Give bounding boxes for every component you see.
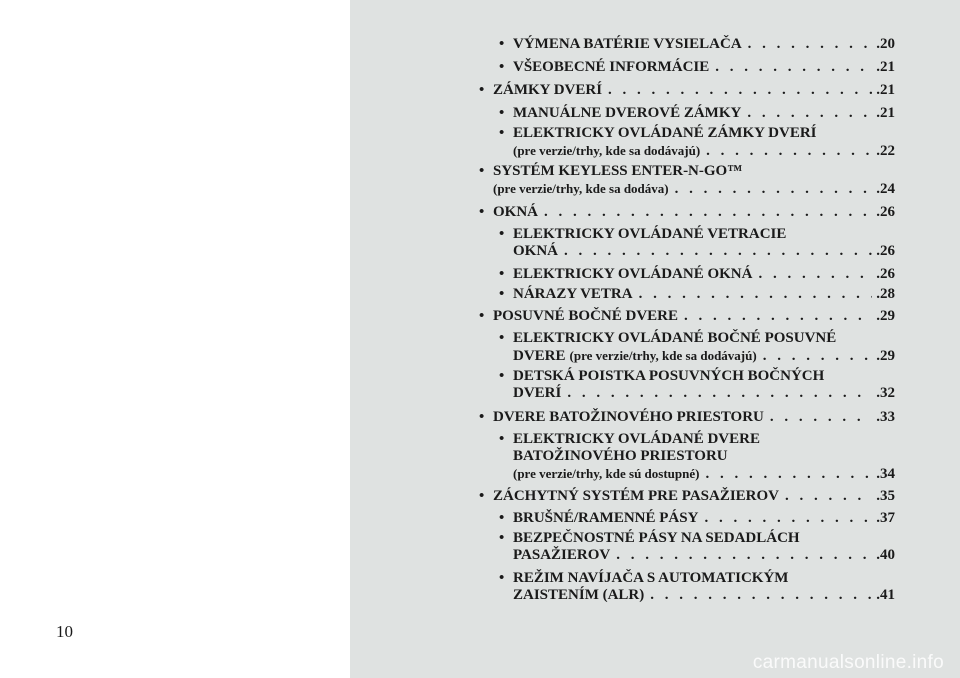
dot-leader (785, 488, 872, 505)
toc-page-number: .21 (876, 59, 895, 75)
toc-entry-passenger-seat-belts[interactable] (499, 530, 895, 564)
toc-page-number: .21 (876, 105, 895, 121)
toc-subtitle: (pre verzie/trhy, kde sa dodávajú) (513, 143, 701, 158)
dot-leader (639, 286, 873, 303)
toc-page-number: .20 (876, 36, 895, 52)
toc-title: ELEKTRICKY OVLÁDANÉ ZÁMKY DVERÍ (513, 125, 817, 141)
dot-leader (684, 308, 872, 325)
toc-title: DVERE BATOŽINOVÉHO PRIESTORU (493, 409, 764, 425)
toc-page-number: .33 (876, 409, 895, 425)
toc-title: ZÁCHYTNÝ SYSTÉM PRE PASAŽIEROV (493, 488, 780, 504)
toc-page-number: .21 (876, 82, 895, 98)
toc-entry-power-liftgate[interactable] (499, 431, 895, 483)
toc-title: BEZPEČNOSTNÉ PÁSY NA SEDADLÁCH (513, 530, 800, 546)
toc-title-continued: DVERÍ (513, 385, 562, 401)
bullet: • (499, 570, 505, 586)
toc-title: DETSKÁ POISTKA POSUVNÝCH BOČNÝCH (513, 368, 825, 384)
toc-title: POSUVNÉ BOČNÉ DVERE (493, 308, 679, 324)
dot-leader (706, 143, 872, 160)
toc-title: ELEKTRICKY OVLÁDANÉ DVERE (513, 431, 760, 447)
toc-title: ELEKTRICKY OVLÁDANÉ VETRACIE (513, 226, 787, 242)
watermark: carmanualsonline.info (752, 652, 944, 673)
bullet: • (499, 431, 505, 447)
toc-entry-battery-replacement[interactable] (499, 36, 895, 53)
toc-title: BRUŠNÉ/RAMENNÉ PÁSY (513, 510, 699, 526)
toc-title-continued: DVERE (513, 348, 566, 364)
bullet: • (499, 226, 505, 242)
dot-leader (608, 82, 872, 99)
dot-leader (770, 409, 872, 426)
dot-leader (747, 105, 872, 122)
toc-subtitle: (pre verzie/trhy, kde sú dostupné) (513, 466, 700, 481)
toc-page-number: .26 (876, 243, 895, 259)
toc-title: ELEKTRICKY OVLÁDANÉ BOČNÉ POSUVNÉ (513, 330, 837, 346)
toc-title: ELEKTRICKY OVLÁDANÉ OKNÁ (513, 266, 753, 282)
dot-leader (567, 385, 872, 402)
toc-entry-automatic-locking-retractor[interactable] (499, 570, 895, 604)
toc-title: OKNÁ (493, 204, 538, 220)
bullet: • (499, 105, 505, 121)
dot-leader (564, 243, 872, 260)
bullet: • (479, 308, 485, 324)
toc-page-number: .24 (876, 181, 895, 197)
toc-page-number: .41 (876, 587, 895, 603)
dot-leader (675, 181, 873, 198)
bullet: • (499, 36, 505, 52)
toc-entry-occupant-restraints[interactable] (479, 488, 895, 505)
toc-entry-power-windows[interactable] (499, 266, 895, 283)
toc-subtitle: (pre verzie/trhy, kde sa dodávajú) (569, 348, 757, 363)
bullet: • (499, 59, 505, 75)
toc-title: NÁRAZY VETRA (513, 286, 633, 302)
toc-page-number: .29 (876, 348, 895, 364)
toc-title: REŽIM NAVÍJAČA S AUTOMATICKÝM (513, 570, 789, 586)
toc-title: MANUÁLNE DVEROVÉ ZÁMKY (513, 105, 742, 121)
toc-entry-power-door-locks[interactable] (499, 125, 895, 160)
dot-leader (544, 204, 872, 221)
bullet: • (499, 266, 505, 282)
toc-page-number: .28 (876, 286, 895, 302)
toc-page-number: .32 (876, 385, 895, 401)
toc-entry-windows[interactable] (479, 204, 895, 221)
dot-leader (704, 510, 872, 527)
dot-leader (616, 547, 872, 564)
bullet: • (499, 368, 505, 384)
right-page (350, 0, 960, 678)
toc-title: ZÁMKY DVERÍ (493, 82, 603, 98)
table-of-contents (350, 0, 960, 678)
toc-page-number: .22 (876, 143, 895, 159)
bullet: • (479, 409, 485, 425)
toc-page-number: .26 (876, 204, 895, 220)
dot-leader (763, 348, 873, 365)
left-page (0, 0, 350, 678)
toc-entry-door-locks[interactable] (479, 82, 895, 99)
toc-title-continued: OKNÁ (513, 243, 558, 259)
bullet: • (499, 286, 505, 302)
dot-leader (650, 587, 872, 604)
toc-entry-general-info[interactable] (499, 59, 895, 76)
dot-leader (748, 36, 873, 53)
bullet: • (499, 530, 505, 546)
toc-title-continued: ZAISTENÍM (ALR) (513, 587, 645, 603)
toc-entry-power-sliding-doors[interactable] (499, 330, 895, 365)
bullet: • (479, 488, 485, 504)
bullet: • (499, 125, 505, 141)
toc-entry-sliding-side-doors[interactable] (479, 308, 895, 325)
toc-entry-lap-shoulder-belts[interactable] (499, 510, 895, 527)
toc-page-number: .37 (876, 510, 895, 526)
bullet: • (479, 82, 485, 98)
bullet: • (479, 204, 485, 220)
toc-page-number: .26 (876, 266, 895, 282)
toc-page-number: .29 (876, 308, 895, 324)
bullet: • (479, 163, 485, 179)
toc-entry-liftgate[interactable] (479, 409, 895, 426)
toc-title-continued: PASAŽIEROV (513, 547, 611, 563)
page-number: 10 (56, 622, 73, 641)
bullet: • (499, 510, 505, 526)
toc-title: SYSTÉM KEYLESS ENTER-N-GO™ (493, 163, 743, 179)
toc-title-continued: BATOŽINOVÉHO PRIESTORU (513, 448, 728, 464)
toc-page-number: .34 (876, 466, 895, 482)
toc-entry-power-vent-windows[interactable] (499, 226, 895, 260)
toc-page-number: .40 (876, 547, 895, 563)
toc-title: VŠEOBECNÉ INFORMÁCIE (513, 59, 710, 75)
toc-entry-keyless-enter-n-go[interactable] (479, 163, 895, 198)
toc-entry-wind-buffeting[interactable] (499, 286, 895, 303)
toc-entry-manual-door-locks[interactable] (499, 105, 895, 122)
toc-page-number: .35 (876, 488, 895, 504)
toc-subtitle: (pre verzie/trhy, kde sa dodáva) (493, 181, 669, 196)
dot-leader (715, 59, 872, 76)
toc-entry-child-lock-sliding-doors[interactable] (499, 368, 895, 402)
bullet: • (499, 330, 505, 346)
dot-leader (705, 466, 872, 483)
dot-leader (758, 266, 872, 283)
toc-title: VÝMENA BATÉRIE VYSIELAČA (513, 36, 742, 52)
